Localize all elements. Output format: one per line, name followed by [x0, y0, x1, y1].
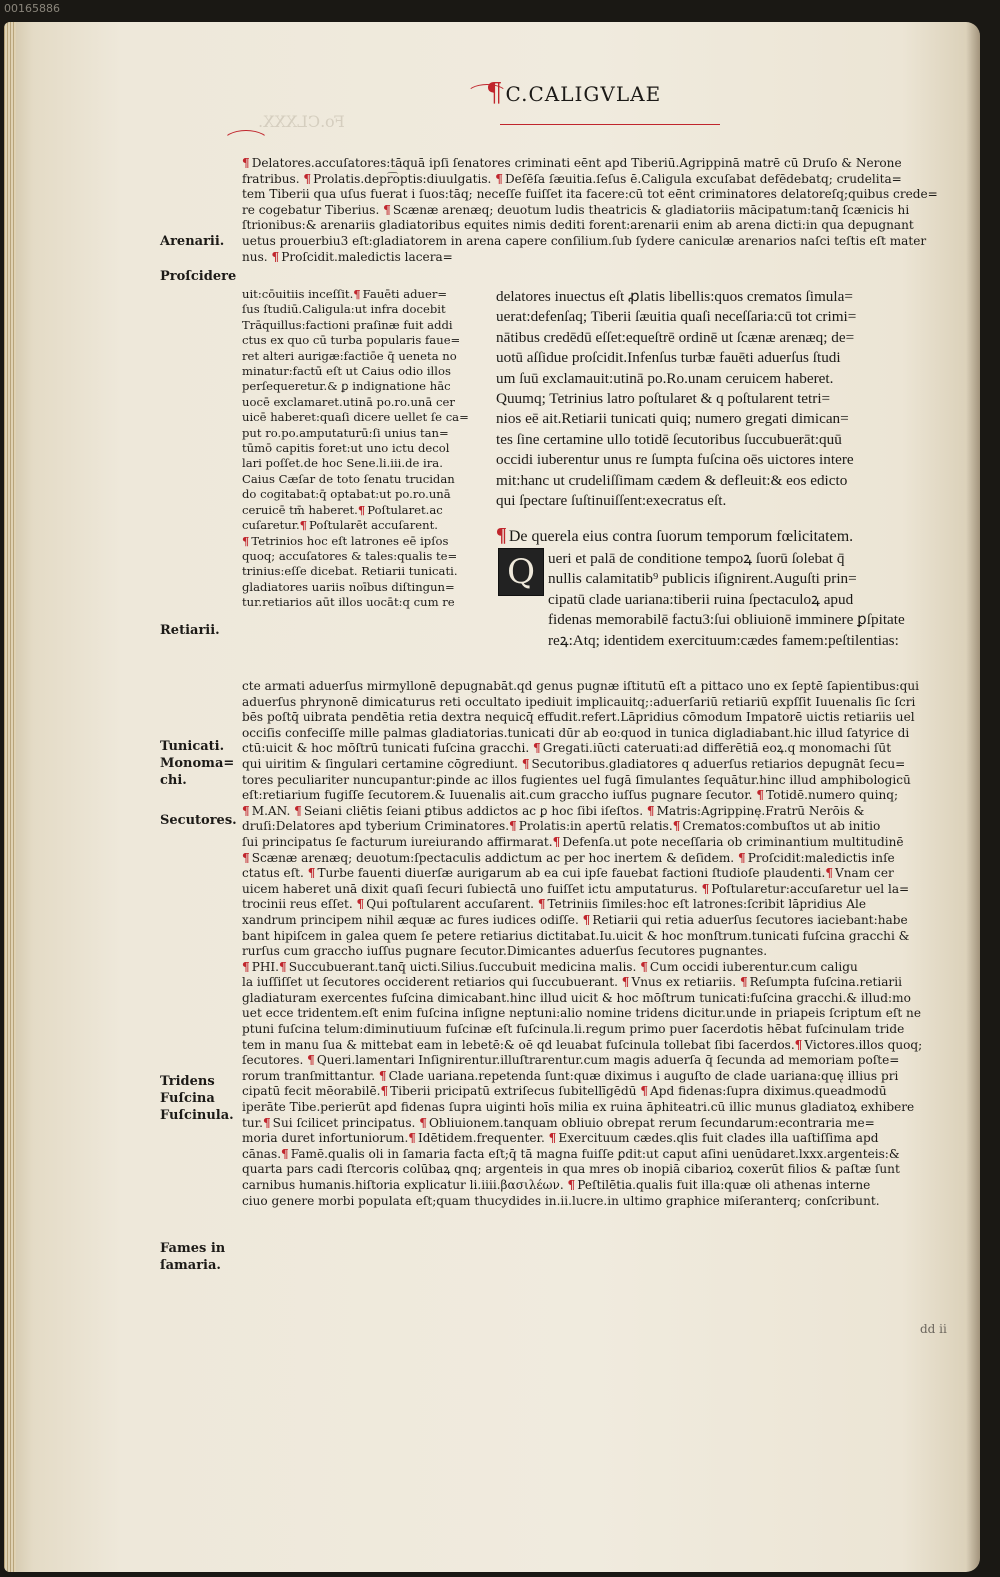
text-line: nios eē ait.Retiarii tunicati quiq; numero gregati dimican= — [496, 410, 849, 428]
red-flourish — [466, 84, 508, 106]
text-line: xandrum principem nihil æquæ ac fures iudices odiſſe. ¶ Retiarii qui retia aduerſus ſecutores iaciebant:habe — [242, 912, 908, 927]
section-heading — [496, 524, 956, 547]
text-line: fratribus. ¶ Prolatis.depr͡optis:diuulgatis. ¶ Deſēſa ſæuitia.ſeſus ē.Caligula excuſabat defēdebatq; crudelita= — [242, 171, 902, 186]
text-line: quoq; accuſatores & tales:qualis te= — [242, 548, 458, 563]
text-line: uicē haberet:quaſi dicere uellet ſe ca= — [242, 410, 469, 425]
heading-text: C.CALIGVLAE — [505, 82, 662, 106]
text-line: la iuſſiſſet ut ſecutores occiderent retiarios qui ſuccubuerant. ¶ Vnus ex retiariis. ¶ Reſumpta fuſcina.retiarii — [242, 975, 902, 990]
text-line: ptuni fuſcina telum:diminutiuum fuſcinæ eſt fuſcinula.li.regum primo puer ſacerdotis hēbat fuſcinulam tride — [242, 1022, 905, 1037]
text-line: tūmō capitis foret:ut uno ictu decol — [242, 441, 450, 456]
catchword: dd ii — [920, 1322, 947, 1336]
text-line: cānas.¶ Famē.qualis oli in ſamaria facta eſt;q̄ tā magna fuiſſe ꝑdit:ut caput aſini uenūdaret.lxxx.argenteis:& — [242, 1146, 900, 1161]
text-line: ceruicē tm̄ haberet.¶ Poſtularet.ac — [242, 502, 443, 517]
text-line: qui ſpectare ſuſtinuiſſent:execratus eſt. — [496, 492, 727, 510]
text-line: tur.retiarios aūt illos uocāt:q cum re — [242, 595, 455, 610]
text-line: nātibus credēdū eſſet:equeſtrē ordinē ut ſcænæ arenæq; de= — [496, 328, 855, 346]
text-line: uet ecce tridentem.eſt enim fuſcina inſigne neptuni:alio nomine tridens dicitur.unde in priapeis ſcriptum eſt ne — [242, 1006, 922, 1021]
pilcrow-mark: ¶ — [496, 524, 507, 546]
text-line: qui uiritim & ſingulari certamine cōgrediunt. ¶ Secutoribus.gladiatores q aduerſus retiarios depugnāt ſecu= — [242, 756, 906, 771]
text-line: ciuo genere morbi populata eſt;quam thucydides in.ii.lucre.in ultimo graphice miſeranterq; conſcribunt. — [242, 1193, 880, 1208]
text-line: ¶ Tetrinios hoc eſt latrones eē ipſos — [242, 533, 449, 548]
text-line: druſi:Delatores apd tyberium Criminatores.¶ Prolatis:in apertū relatis.¶ Crematos:combuſtos ut ab initio — [242, 819, 881, 834]
main-text-column — [496, 287, 956, 511]
text-line: nullis calamitatib⁹ publicis iſignirent.Auguſti prin= — [548, 570, 857, 588]
main-text-continuation — [548, 549, 954, 651]
text-line: carnibus humanis.hiſtoria explicatur li.iiii.βασιλέων. ¶ Peſtilētia.qualis fuit illa:quæ oli athenas interne — [242, 1178, 871, 1192]
text-line: uerat:defenſaq; Tiberii ſæuitia quaſi neceſſaria:cū tot crimi= — [496, 308, 857, 326]
text-line: minatur:factū eſt ut Caius odio illos — [242, 364, 451, 379]
text-line: cipatū clade uariana:tiberii ruina ſpectaculoꝝ apud — [548, 590, 854, 608]
text-line: mit:hanc ut crudeliſſimam cædem & defleuit:& eos edicto — [496, 471, 848, 489]
decorated-initial — [498, 548, 544, 596]
accession-number: 00165886 — [4, 2, 60, 15]
text-line: Quumq; Tetrinius latro poſtularet & q poſtularent tetri= — [496, 390, 831, 408]
text-line: Trāquillus:factioni praſinæ fuit addi — [242, 317, 453, 332]
text-line: ctatus eſt. ¶ Turbe fauenti diuerſæ aurigarum ab ea cui ipſe fauebat factioni ſtudioſe plaudenti.¶ Vnam cer — [242, 866, 894, 881]
text-line: gladiaturam exercentes fuſcina dimicabant.hinc illud uicit & hoc mōſtrum tunicati:fuſcina gracchi.& illud:mo — [242, 990, 911, 1005]
text-line: occiſis confeciſſe mille palmas gladiatorias.tunicati dūr ab eo:quod in tunica digladiabant.hic illud ſatyrice di — [242, 725, 910, 740]
page-edge-right — [966, 22, 980, 1572]
text-line: ctū:uicit & hoc mōſtrū tunicati fuſcina gracchi. ¶ Gregati.iūcti cateruati:ad differētiā eoꝝ.q monomachi ſūt — [242, 741, 892, 756]
text-line: do cogitabat:q̄ optabat:ut po.ro.unā — [242, 487, 451, 502]
text-line: tur.¶ Sui ſcilicet principatus. ¶ Obliuionem.tanquam obliuio obrepat rerum ſecundarum:econtraria me= — [242, 1115, 875, 1130]
text-line: ctus ex quo cū turba popularis faue= — [242, 333, 461, 348]
text-line: ſus ſtudiū.Caligula:ut infra docebit — [242, 302, 446, 317]
text-line: reꝝ:Atq; identidem exercituum:cædes famem:peſtilentias: — [548, 631, 899, 649]
text-line: rorum tranſmittantur. ¶ Clade uariana.repetenda ſunt:quæ diximus i auguſto de clade uariana:quę illius pri — [242, 1068, 899, 1083]
folio-bleed-through: Fo.CLXXX. — [258, 112, 345, 131]
text-line: ſui principatus ſe facturum iureiurando affirmarat.¶ Defenſa.ut pote neceſſaria ob criminantium multitudinē — [242, 834, 904, 849]
text-line: uocē exclamaret.utinā po.ro.unā cer — [242, 394, 455, 409]
text-line: gladiatores uariis noībus diſtingun= — [242, 579, 455, 594]
text-line: tes ſine certamine ullo totidē ſecutoribus ſuccubuerāt:quū — [496, 430, 842, 448]
margin-note: Tunicati. Monoma= chi. — [160, 739, 235, 788]
text-line: uotū aſſidue proſcidit.Infenſus turbæ fauēti aduerſus ſtudi — [496, 349, 841, 367]
section-heading-text: De querela eius contra ſuorum temporum fœlicitatem. — [508, 528, 854, 545]
text-line: lari poſſet.de hoc Sene.li.iii.de ira. — [242, 456, 443, 471]
page-heading — [486, 78, 661, 108]
margin-note: Retiarii. — [160, 623, 220, 638]
text-line: perſequeretur.& ꝑ indignatione hāc — [242, 379, 451, 394]
text-line: uicem haberet unā dixit quaſi ſecuri ſubiectā uno fuiſſet ictu amputaturus. ¶ Poſtularetur:accuſaretur uel la= — [242, 881, 910, 896]
commentary-column-narrow — [242, 287, 482, 611]
heading-rule — [500, 124, 720, 125]
margin-note: Proſcidere — [160, 269, 237, 284]
text-line: cipatū fecit mēorabilē.¶ Tiberii pricipatū extriſecus ſubitellīgēdū ¶ Apd fidenas:ſupra diximus.queadmodū — [242, 1084, 887, 1099]
initial-letter: Q — [507, 552, 535, 592]
commentary-block-top — [242, 156, 954, 265]
text-line: occidi iuberentur unus re ſumpta fuſcina oēs uictores intere — [496, 451, 854, 469]
text-line: tores peculiariter nuncupantur:ꝑinde ac illos fugientes uel fugā ſimulantes ſequātur.hinc illud amphibologicū — [242, 772, 911, 787]
text-line: ¶ M.AN. ¶ Seiani cliētis ſeiani ꝑtibus addictos ac ꝑ hoc ſibi iſeſtos. ¶ Matris:Agrippinę.Fratrū Nerōis & — [242, 803, 865, 818]
text-line: ¶ Scænæ arenæq; deuotum:ſpectaculis addictum ac per hoc inertem & deſidem. ¶ Proſcidit:maledictis inſe — [242, 850, 895, 865]
text-line: ¶ Delatores.accuſatores:tāquā ipſi ſenatores criminati eēnt apd Tiberiū.Agrippinā matrē cū Druſo & Nerone — [242, 156, 902, 170]
text-line: cte armati aduerſus mirmyllonē depugnabāt.qd genus pugnæ iſtitutū eſt a pittaco uno ex ſeptē ſapientibus:qui — [242, 679, 920, 693]
text-line: ueri et palā de conditione tempoꝝ ſuorū ſolebat q̄ — [548, 550, 845, 567]
text-line: ¶ PHI.¶ Succubuerant.tanq̄ uicti.Silius.ſuccubuit medicina malis. ¶ Cum occidi iuberentur.cum caligu — [242, 959, 858, 974]
text-line: delatores inuectus eſt ꝓlatis libellis:quos crematos ſimula= — [496, 288, 853, 305]
text-line: ret alteri aurigæ:factiōe q̄ ueneta no — [242, 348, 457, 363]
text-line: ſecutores. ¶ Queri.lamentari Inſignirentur.illuſtrarentur.cum magis aduerſa q̄ ſecunda ad memoriam poſte= — [242, 1053, 900, 1068]
text-line: tem Tiberii qua uſus fuerat i ſuos:tāq; neceſſe fuiſſet ita facere:cū tot eēnt criminatores delatoreſq;quibus crede= — [242, 187, 938, 202]
red-flourish — [222, 130, 270, 156]
text-line: trocinii reus eſſet. ¶ Qui poſtularent accuſarent. ¶ Tetriniis ſimiles:hoc eſt latrones:ſcribit lāpridius Ale — [242, 897, 867, 912]
text-line: iperāte Tibe.perierūt apd fidenas ſupra uiginti hoīs milia ex ruina āphiteatri.cū illic munus gladiatoꝝ exhibere — [242, 1100, 915, 1115]
margin-note: Fames in ſamaria. — [160, 1241, 226, 1273]
text-line: trinius:eſſe dicebat. Retiarii tunicati. — [242, 564, 458, 579]
text-line: bant hipiſcem in galea quem ſe petere retiarius dictitabat.Iu.uicit & hoc monſtrum.tunicati fuſcina gracchi & — [242, 928, 910, 943]
page-edge-left — [4, 22, 16, 1572]
text-line: aduerſus phrynonē dimicaturus reti occultato ipediuit implicauitq;:aduerſariū retiariū expſſit Iuuenalis ſic ſcri — [242, 694, 916, 709]
text-line: uit:cōuitiis inceſſit.¶ Fauēti aduer= — [242, 287, 448, 301]
text-line: eſt:retiarium fugiſſe ſecutorem.& Iuuenalis ait.cum graccho iuſſus pugnare ſecutor. ¶ Totidē.numero quinq; — [242, 788, 899, 803]
text-line: quarta pars cadi ſtercoris colūbaꝝ qnq; argenteis in qua mres ob inopiā cibarioꝝ coxerūt filios & paſtæ ſunt — [242, 1162, 900, 1177]
text-line: fidenas memorabilē factu3:ſui obliuionē imminere ꝑſpitate — [548, 611, 905, 629]
text-line: Caius Cæſar de toto ſenatu trucidan — [242, 471, 455, 486]
margin-note: Tridens Fuſcina Fuſcinula. — [160, 1074, 234, 1123]
text-line: nus. ¶ Proſcidit.maledictis lacera= — [242, 249, 453, 264]
text-line: um ſuū exclamauit:utinā po.Ro.unam ceruicem haberet. — [496, 369, 834, 387]
margin-note: Secutores. — [160, 813, 237, 828]
commentary-block-bottom — [242, 679, 954, 1209]
text-line: ſtrionibus:& arenariis gladiatoribus equites nimis dediti forent:arenarii enim ab arena dicti:in qua depugnant — [242, 218, 914, 233]
pilcrow-mark: ¶ — [486, 78, 504, 108]
text-line: re cogebatur Tiberius. ¶ Scænæ arenæq; deuotum ludis theatricis & gladiatoriis mācipatum:tanq̄ ſcænicis hi — [242, 202, 910, 217]
margin-note: Arenarii. — [160, 234, 225, 249]
text-line: tem in manu ſua & mittebat eam in lebetē:& oē qd leuabat fuſcinula tollebat ſibi ſacerdos.¶ Victores.illos quoq; — [242, 1037, 923, 1052]
text-line: rurſus cum graccho iuſſus pugnare ſecutor.Dimicantes aduerſus ſecutores pugnantes. — [242, 944, 768, 959]
text-line: cuſaretur.¶ Poſtularēt accuſarent. — [242, 518, 438, 533]
text-line: moria duret infortuniorum.¶ Idētidem.frequenter. ¶ Exercituum cædes.qlis fuit clades illa uaſtiſſima apd — [242, 1131, 879, 1146]
text-line: bēs poſtq̄ uibrata pendētia retia dextra nequicq̄ effudit.refert.Lāpridius cōmodum Impatorē uictis retiariis uel — [242, 710, 915, 725]
text-line: uetus prouerbiu3 eſt:gladiatorem in arena capere conſilium.ſub ſydere caniculæ arenarios naſci teſtis eſt mater — [242, 233, 927, 248]
text-line: put ro.po.amputaturū:ſi unius tan= — [242, 425, 449, 440]
